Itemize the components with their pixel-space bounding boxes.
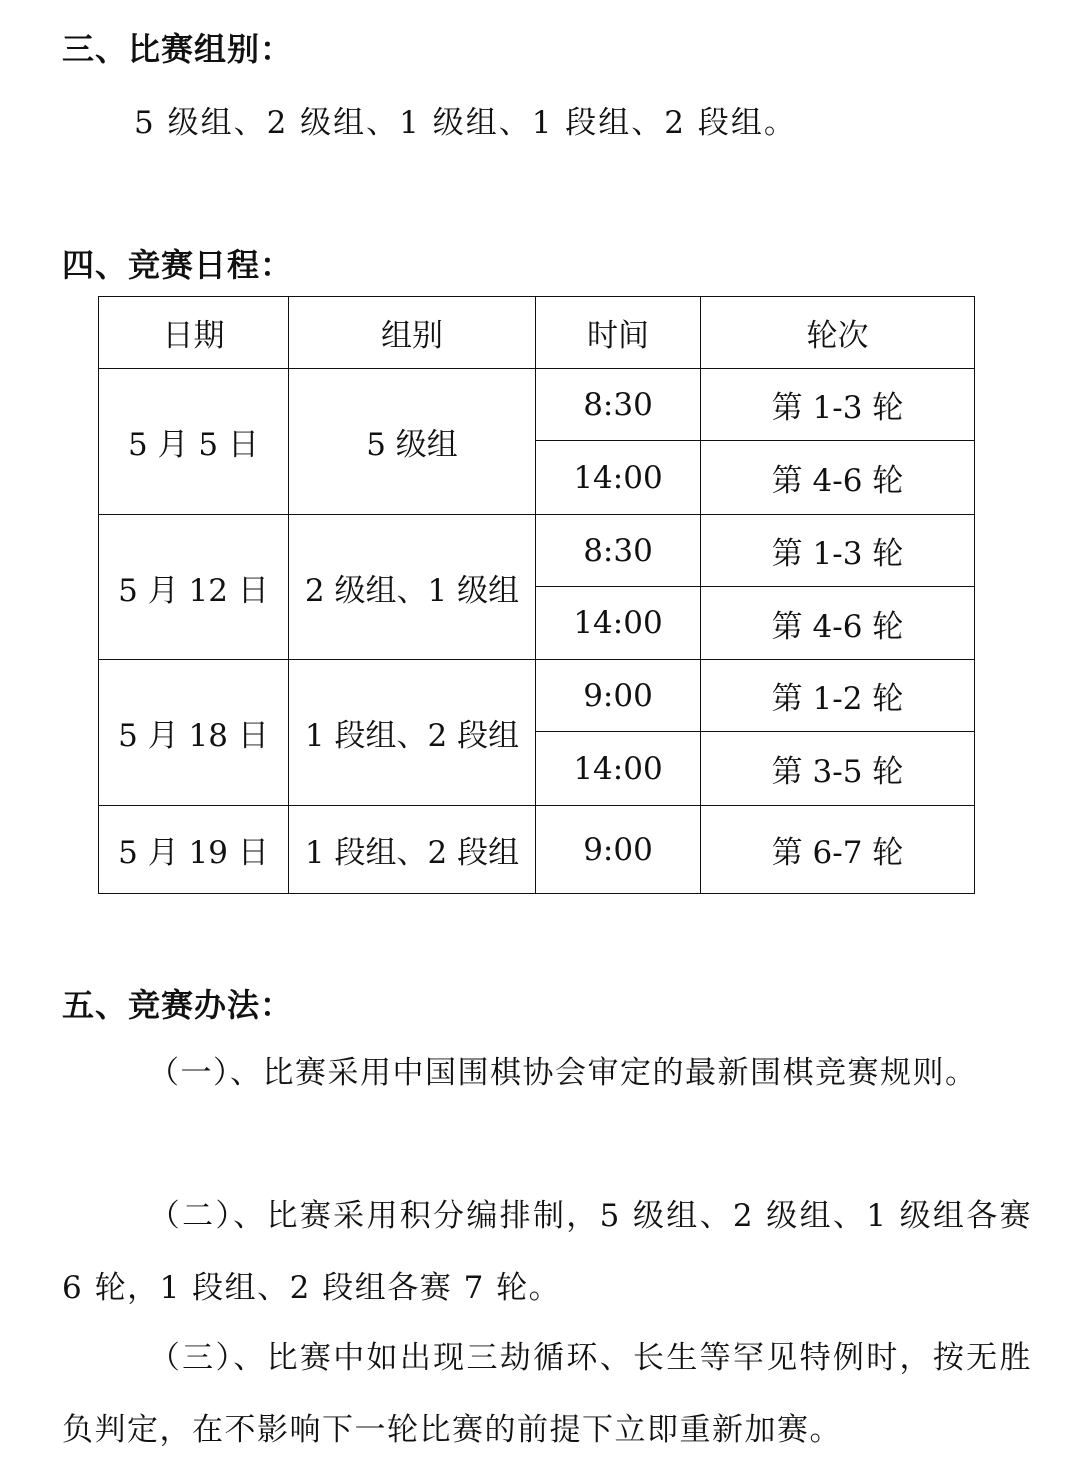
time-cell: 9:00 [536,806,701,894]
table-row [99,369,975,441]
header-date: 日期 [99,297,289,369]
header-round: 轮次 [701,297,975,369]
round-cell: 第 6-7 轮 [701,806,975,894]
group-cell: 5 级组 [289,369,536,515]
round-cell: 第 4-6 轮 [701,587,975,660]
date-cell: 5 月 5 日 [99,369,289,515]
header-group: 组别 [289,297,536,369]
section-4-heading: 四、竞赛日程： [62,246,294,284]
rule-text: （三）、比赛中如出现三劫循环、长生等罕见特例时，按无胜负判定，在不影响下一轮比赛的前提下立即重新加赛。 [62,1340,1032,1448]
schedule-table [98,296,975,894]
table-row [99,515,975,587]
rule-paragraph-2 [62,1181,1032,1324]
rule-text: （二）、比赛采用积分编排制，5 级组、2 级组、1 级组各赛 6 轮，1 段组、2 段组各赛 7 轮。 [62,1198,1032,1306]
round-cell: 第 3-5 轮 [701,732,975,806]
group-cell: 2 级组、1 级组 [289,515,536,660]
table-row [99,806,975,894]
rule-text: （一）、比赛采用中国围棋协会审定的最新围棋竞赛规则。 [148,1055,978,1091]
time-cell: 14:00 [536,441,701,515]
rule-paragraph-3 [62,1323,1032,1466]
round-cell: 第 1-2 轮 [701,660,975,732]
time-cell: 8:30 [536,515,701,587]
header-time: 时间 [536,297,701,369]
time-cell: 8:30 [536,369,701,441]
group-cell: 1 段组、2 段组 [289,806,536,894]
group-cell: 1 段组、2 段组 [289,660,536,806]
date-cell: 5 月 19 日 [99,806,289,894]
round-cell: 第 1-3 轮 [701,515,975,587]
time-cell: 9:00 [536,660,701,732]
time-cell: 14:00 [536,732,701,806]
section-5-heading: 五、竞赛办法： [62,986,294,1024]
table-row [99,660,975,732]
round-cell: 第 4-6 轮 [701,441,975,515]
table-header-row [99,297,975,369]
date-cell: 5 月 18 日 [99,660,289,806]
section-3-text: 5 级组、2 级组、1 级组、1 段组、2 段组。 [134,105,797,141]
date-cell: 5 月 12 日 [99,515,289,660]
section-3-heading: 三、比赛组别： [62,30,294,68]
rule-paragraph-1 [62,1038,1032,1110]
round-cell: 第 1-3 轮 [701,369,975,441]
time-cell: 14:00 [536,587,701,660]
